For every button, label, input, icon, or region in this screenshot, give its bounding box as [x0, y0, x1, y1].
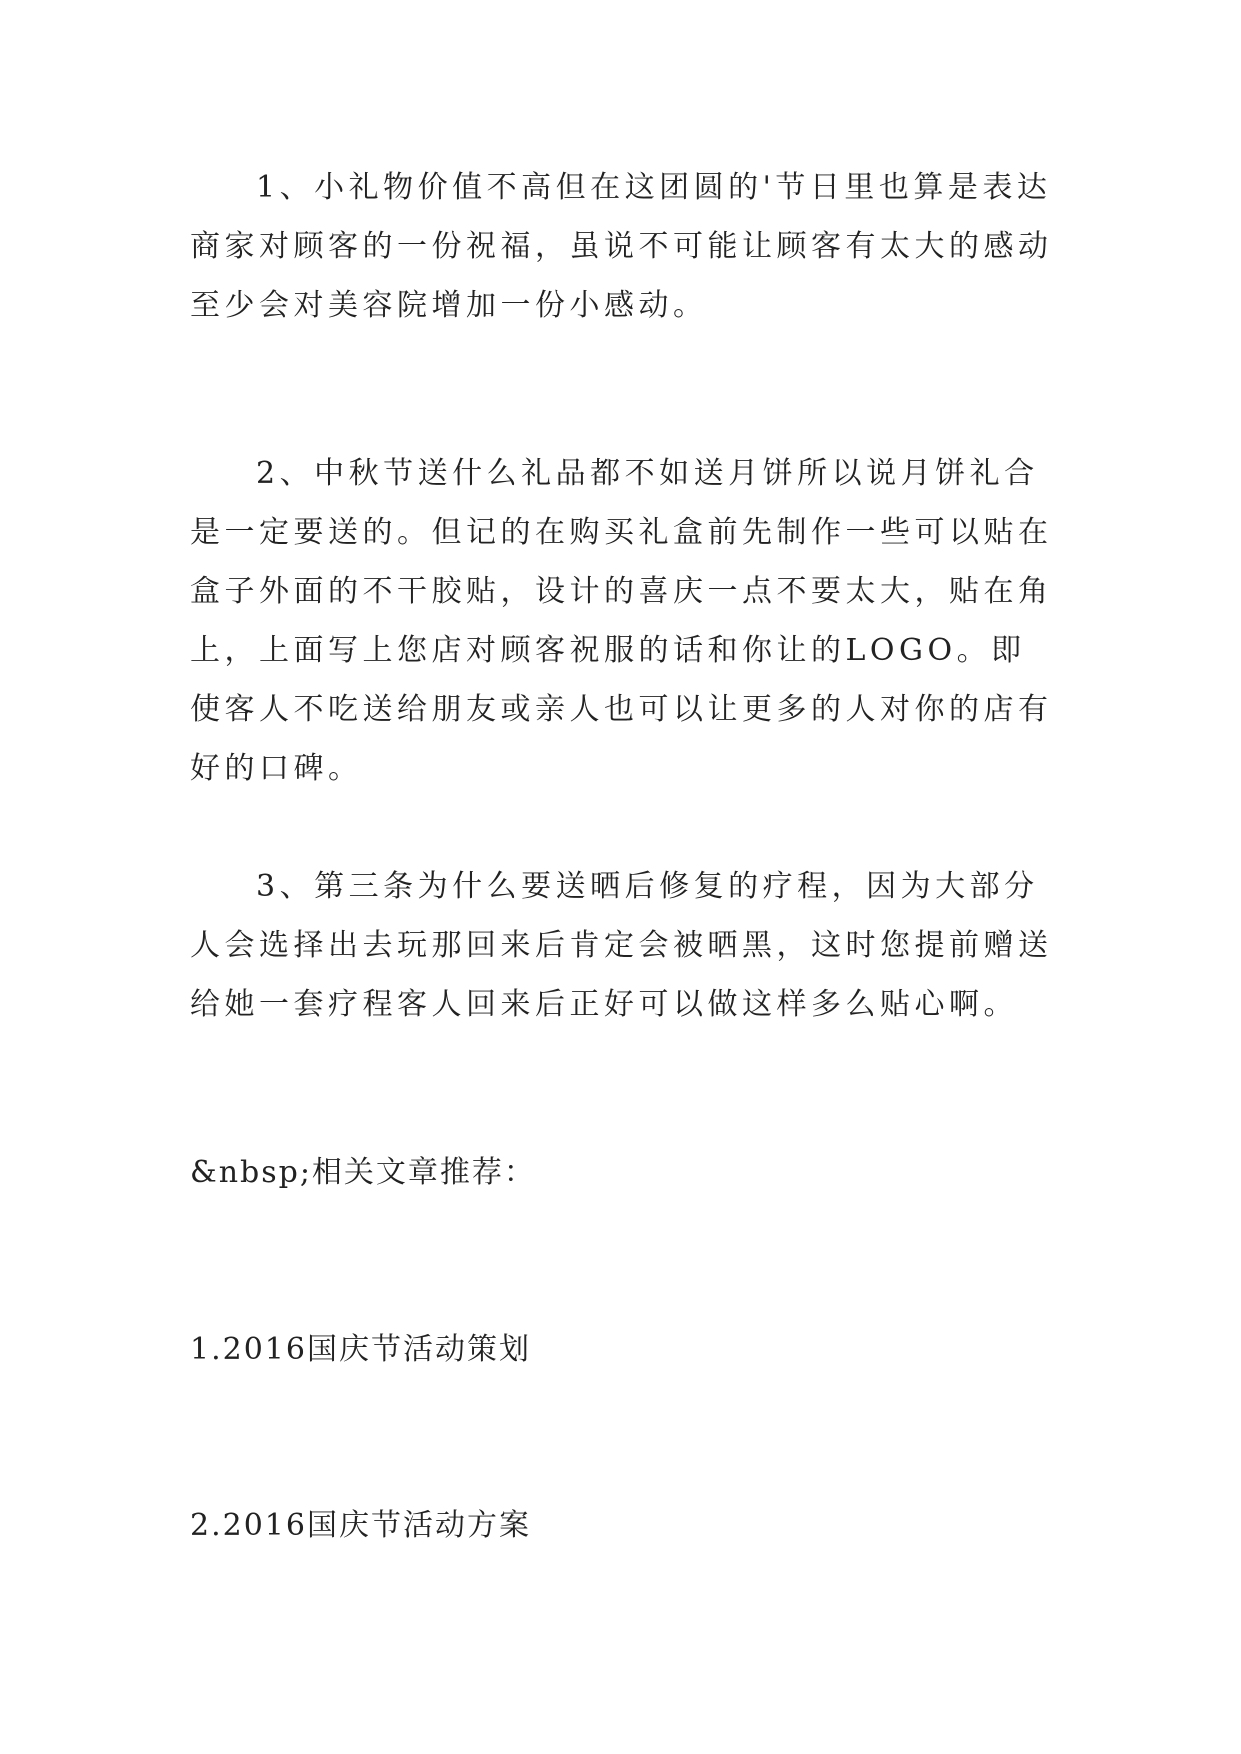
related-articles-heading: &nbsp;相关文章推荐： [190, 1155, 536, 1190]
paragraph-1: 1、小礼物价值不高但在这团圆的'节日里也算是表达商家对顾客的一份祝福，虽说不可能让顾客有太大的感动至少会对美容院增加一份小感动。 [190, 170, 1053, 323]
paragraph-2: 2、中秋节送什么礼品都不如送月饼所以说月饼礼合是一定要送的。但记的在购买礼盒前先制作一些可以贴在盒子外面的不干胶贴，设计的喜庆一点不要太大，贴在角上，上面写上您店对顾客祝服的话和你让的LOGO。即使客人不吃送给朋友或亲人也可以让更多的人对你的店有好的口碑。 [190, 456, 1053, 786]
related-article-item-1: 1.2016国庆节活动策划 [190, 1332, 531, 1367]
related-article-item-2: 2.2016国庆节活动方案 [190, 1508, 531, 1543]
paragraph-3: 3、第三条为什么要送晒后修复的疗程，因为大部分人会选择出去玩那回来后肯定会被晒黑，这时您提前赠送给她一套疗程客人回来后正好可以做这样多么贴心啊。 [190, 869, 1053, 1022]
